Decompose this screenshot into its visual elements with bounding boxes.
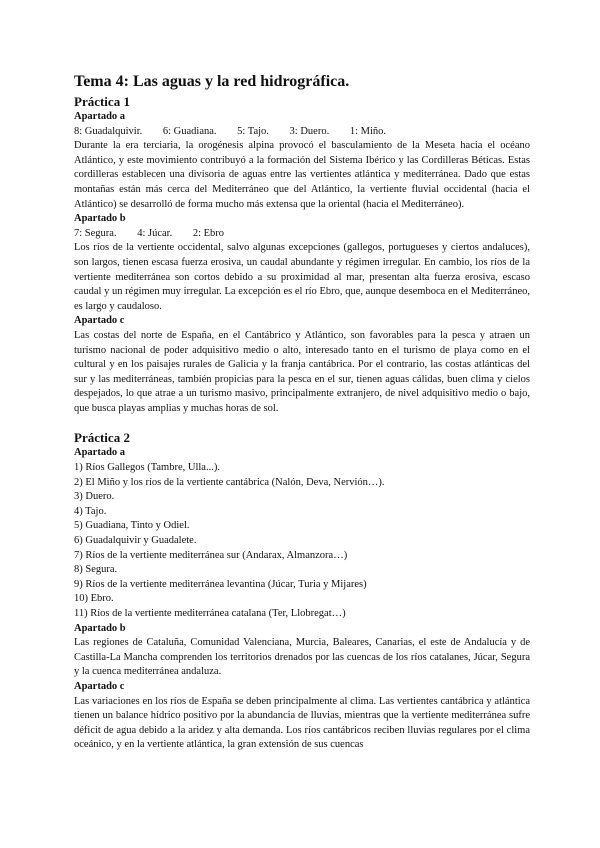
answer-item: 8: Guadalquivir. [74, 125, 143, 137]
p2-apartado-c-heading: Apartado c [74, 680, 125, 692]
list-item: 2) El Miño y los ríos de la vertiente cantábrica (Nalón, Deva, Nervión…). [74, 476, 385, 488]
list-item: 5) Guadiana, Tinto y Odiel. [74, 520, 190, 532]
answer-item: 2: Ebro [192, 227, 225, 239]
list-item: 7) Ríos de la vertiente mediterránea sur (Andarax, Almanzora…) [74, 549, 348, 561]
p2-apartado-b-heading: Apartado b [74, 622, 126, 634]
p1-apartado-a-heading: Apartado a [74, 111, 126, 122]
list-item: 3) Duero. [74, 491, 115, 503]
answer-item: 4: Júcar. [137, 227, 173, 239]
p1-apartado-a-text: Durante la era terciaria, la orogénesis alpina provocó el basculamiento de la Meseta hacia el océano Atlántico, y este movimiento contribuyó a la formación del Sistema Ibérico y las Cordilleras Béticas. Estas cordilleras establecen una divisoria de aguas entre las vertientes atlántica y mediterránea. Dado que estas montañas están más cerca del Mediterráneo que del Atlántico, la vertiente fluvial occidental (hacia el Atlántico) se desarrolló de forma mucho más extensa que la oriental (hacia el Mediterráneo). [74, 140, 530, 210]
answer-item: 7: Segura. [74, 227, 117, 239]
practica-2-heading: Práctica 2 [74, 430, 130, 446]
answer-item: 3: Duero. [289, 125, 330, 137]
document-body [74, 72, 530, 753]
answer-item: 6: Guadiana. [162, 125, 217, 137]
list-item: 6) Guadalquivir y Guadalete. [74, 535, 197, 547]
p2-apartado-b-text: Las regiones de Cataluña, Comunidad Valenciana, Murcia, Baleares, Canarias, el este de Andalucía y de Castilla-La Mancha comprenden los territorios drenados por las cuencas de los ríos catalanes, Júcar, Segura y la cuenca mediterránea andaluza. [74, 637, 530, 678]
p1-apartado-b-answers [74, 227, 530, 242]
p2-apartado-a-list [74, 461, 530, 622]
list-item: 9) Ríos de la vertiente mediterránea levantina (Júcar, Turia y Mijares) [74, 578, 367, 590]
p1-apartado-a-answers [74, 125, 530, 140]
p2-apartado-a-heading: Apartado a [74, 447, 126, 459]
practica-1-heading: Práctica 1 [74, 94, 130, 109]
list-item: 10) Ebro. [74, 593, 114, 605]
section-spacer [74, 416, 530, 430]
document-title: Tema 4: Las aguas y la red hidrográfica. [74, 73, 350, 90]
p1-apartado-c-text: Las costas del norte de España, en el Cantábrico y Atlántico, son favorables para la pesca y atraen un turismo nacional de poder adquisitivo medio o alto, interesado tanto en el turismo de playa como en el cultural y en los paisajes rurales de Galicia y la franja cantábrica. Por el contrario, las costas atlánticas del sur y las mediterráneas, también propicias para la pesca en el sur, tienen aguas cálidas, buen clima y cielos despejados, lo que atrae a un turismo masivo, principalmente extranjero, de nivel adquisitivo medio o bajo, que busca playas amplias y muchas horas de sol. [74, 329, 530, 414]
p1-apartado-c-heading: Apartado c [74, 315, 125, 327]
list-item: 11) Ríos de la vertiente mediterránea catalana (Ter, Llobregat…) [74, 608, 346, 619]
list-item: 4) Tajo. [74, 505, 107, 517]
answer-item: 1: Miño. [349, 125, 386, 137]
list-item: 8) Segura. [74, 564, 118, 576]
p2-apartado-c-text: Las variaciones en los ríos de España se deben principalmente al clima. Las vertientes cantábrica y atlántica tienen un balance hídrico positivo por la abundancia de lluvias, mientras que la vertiente mediterránea sufre déficit de agua debido a la aridez y alta demanda. Los ríos cantábricos reciben lluvias regulares por el clima oceánico, y en la vertiente atlántica, la gran extensión de sus cuencas [74, 695, 530, 751]
p1-apartado-b-heading: Apartado b [74, 213, 126, 225]
list-item: 1) Ríos Gallegos (Tambre, Ulla...). [74, 462, 220, 474]
answer-item: 5: Tajo. [237, 125, 269, 137]
p1-apartado-b-text: Los ríos de la vertiente occidental, salvo algunas excepciones (gallegos, portugueses y ciertos andaluces), son largos, tienen escasa fuerza erosiva, un caudal abundante y régimen irregular. En cambio, los ríos de la vertiente mediterránea son cortos debido a su proximidad al mar, presentan alta fuerza erosiva, escaso caudal y un régimen muy irregular. La excepción es el río Ebro, que, aunque desemboca en el Mediterráneo, es largo y caudaloso. [74, 242, 530, 312]
